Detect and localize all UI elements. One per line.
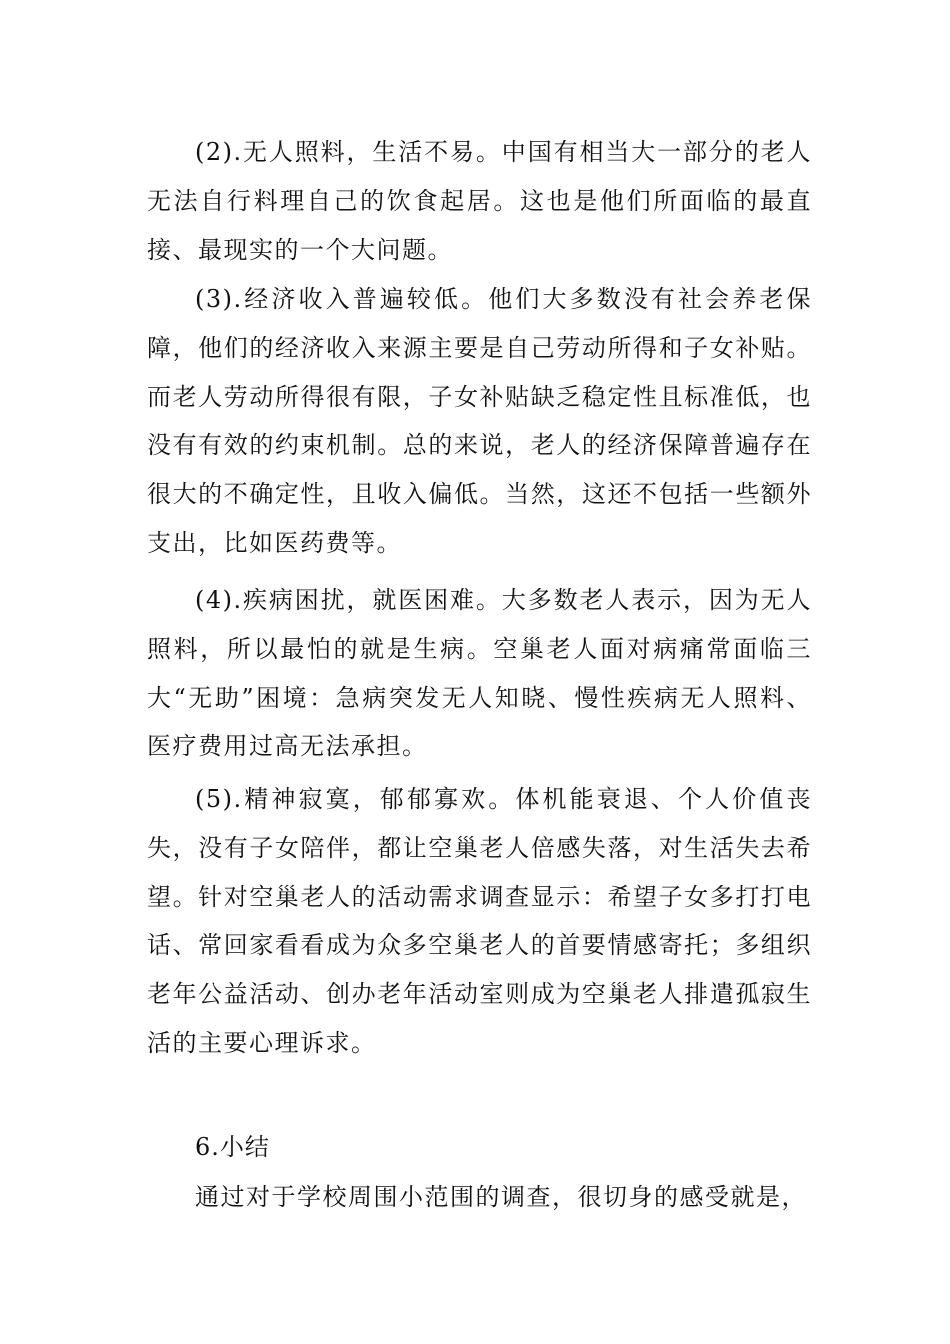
section-heading: 6.小结	[195, 1133, 270, 1161]
paragraph-item-5: (5).精神寂寞，郁郁寡欢。体机能衰退、个人价值丧失，没有子女陪伴，都让空巢老人倍感失落，对生活失去希望。针对空巢老人的活动需求调查显示：希望子女多打打电话、常回家看看成为众多空巢老人的首要情感寄托；多组织老年公益活动、创办老年活动室则成为空巢老人排遣孤寂生活的主要心理诉求。	[147, 785, 812, 1057]
paragraph-item-2: (2).无人照料，生活不易。中国有相当大一部分的老人无法自行料理自己的饮食起居。这也是他们所面临的最直接、最现实的一个大问题。	[147, 138, 812, 264]
paragraph-item-4: (4).疾病困扰，就医困难。大多数老人表示，因为无人照料，所以最怕的就是生病。空巢老人面对病痛常面临三大“无助”困境：急病突发无人知晓、慢性疾病无人照料、医疗费用过高无法承担。	[147, 586, 812, 761]
section-paragraph: 通过对于学校周围小范围的调查，很切身的感受就是，	[195, 1183, 807, 1211]
paragraph-item-3: (3).经济收入普遍较低。他们大多数没有社会养老保障，他们的经济收入来源主要是自己劳动所得和子女补贴。而老人劳动所得很有限，子女补贴缺乏稳定性且标准低，也没有有效的约束机制。总的来说，老人的经济保障普遍存在很大的不确定性，且收入偏低。当然，这还不包括一些额外支出，比如医药费等。	[147, 285, 812, 557]
